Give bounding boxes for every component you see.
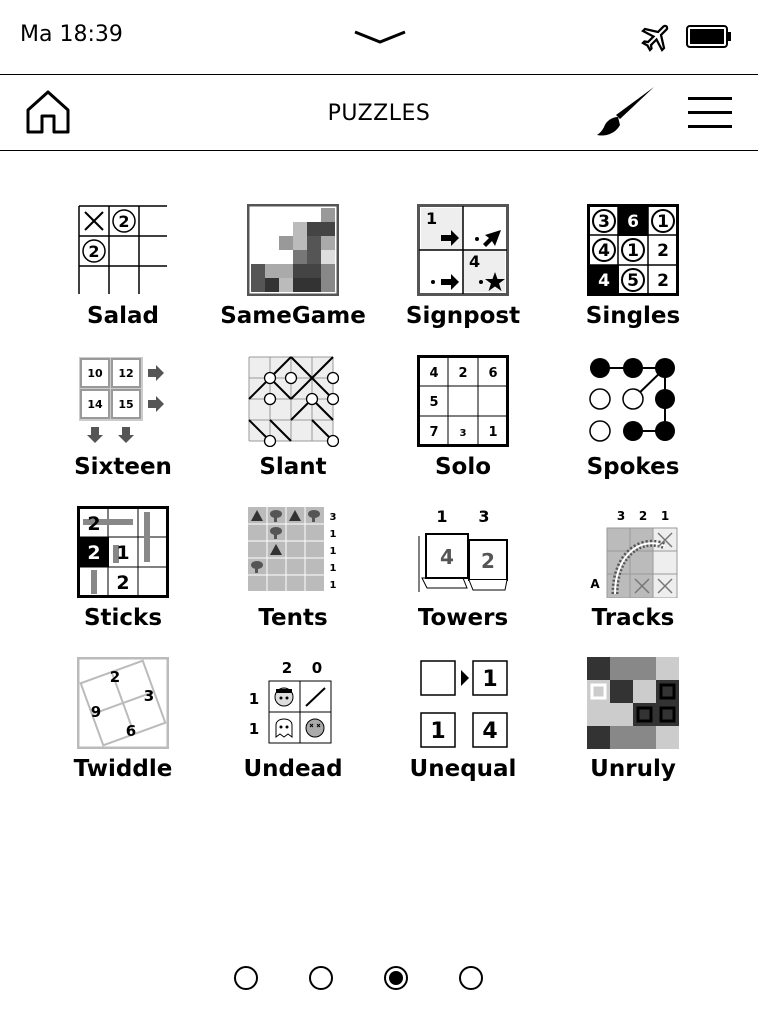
tracks-clue: 2 (638, 509, 648, 523)
towers-clue: 3 (478, 507, 490, 526)
puzzle-tile-twiddle[interactable] (38, 657, 208, 797)
puzzle-label: Twiddle (73, 756, 173, 782)
solo-thumbnail (417, 355, 509, 447)
puzzle-label: Sticks (83, 605, 163, 631)
tents-thumbnail (247, 506, 339, 598)
puzzle-tile-towers[interactable] (378, 506, 548, 646)
tents-clue: 1 (329, 529, 337, 540)
solo-cell: 2 (458, 366, 468, 381)
singles-cell: 6 (627, 212, 639, 232)
towers-clue: 1 (436, 507, 448, 526)
status-bar (0, 0, 758, 75)
samegame-thumbnail (247, 204, 339, 296)
puzzle-label: Unequal (409, 756, 517, 782)
towers-cell: 4 (440, 545, 454, 569)
page-dot-2[interactable] (309, 966, 333, 990)
puzzle-label: Solo (434, 454, 492, 480)
tents-clue: 1 (329, 546, 337, 557)
puzzle-label: Towers (417, 605, 509, 631)
twiddle-tile: 2 (109, 668, 121, 686)
undead-thumbnail (247, 657, 339, 749)
unequal-cell: 4 (482, 719, 498, 744)
undead-clue: 1 (248, 720, 260, 738)
puzzle-label: Salad (87, 303, 159, 329)
puzzle-tile-salad[interactable] (38, 204, 208, 344)
unruly-thumbnail (587, 657, 679, 749)
puzzle-tile-sixteen[interactable] (38, 355, 208, 495)
sticks-clue: 2 (87, 542, 101, 564)
singles-cell: 3 (598, 212, 610, 232)
puzzle-tile-undead[interactable] (208, 657, 378, 797)
puzzle-tile-tracks[interactable] (548, 506, 718, 646)
solo-cell: 1 (488, 425, 498, 440)
solo-cell: 7 (429, 425, 439, 440)
salad-clue: 2 (118, 212, 130, 231)
puzzle-tile-unequal[interactable] (378, 657, 548, 797)
undead-clue: 0 (311, 659, 323, 677)
sixteen-thumbnail (77, 355, 169, 447)
page-dot-1[interactable] (234, 966, 258, 990)
unequal-thumbnail (417, 657, 509, 749)
unequal-cell: 1 (430, 719, 446, 744)
solo-cell: 4 (429, 366, 439, 381)
sixteen-tile: 12 (118, 367, 134, 380)
solo-cell: 6 (488, 366, 498, 381)
twiddle-tile: 6 (125, 722, 137, 740)
puzzle-tile-unruly[interactable] (548, 657, 718, 797)
puzzle-tile-tents[interactable] (208, 506, 378, 646)
singles-cell: 4 (598, 271, 610, 291)
page-dot-3[interactable] (384, 966, 408, 990)
sticks-clue: 2 (116, 572, 130, 594)
airplane-mode-icon (640, 20, 674, 54)
puzzle-tile-solo[interactable] (378, 355, 548, 495)
signpost-number: 4 (469, 252, 481, 271)
singles-thumbnail (587, 204, 679, 296)
puzzle-label: Spokes (586, 454, 680, 480)
puzzle-tile-sticks[interactable] (38, 506, 208, 646)
puzzle-label: Slant (259, 454, 327, 480)
sixteen-tile: 14 (87, 398, 103, 411)
puzzle-tile-samegame[interactable] (208, 204, 378, 344)
tracks-clue: 3 (616, 509, 626, 523)
sticks-clue: 2 (87, 513, 101, 535)
puzzle-label: Tents (258, 605, 328, 631)
solo-cell: 3 (459, 428, 467, 439)
app-header (0, 75, 758, 151)
tents-clue: 1 (329, 580, 337, 591)
puzzle-label: Undead (243, 756, 343, 782)
chevron-down-icon[interactable] (353, 28, 407, 46)
salad-thumbnail (77, 204, 169, 296)
twiddle-tile: 3 (143, 687, 155, 705)
undead-clue: 2 (281, 659, 293, 677)
puzzle-tile-singles[interactable] (548, 204, 718, 344)
page-dot-4[interactable] (459, 966, 483, 990)
tracks-clue: A (590, 577, 600, 591)
clock: Ma 18:39 (20, 22, 123, 47)
singles-cell: 4 (598, 241, 610, 261)
solo-cell: 5 (429, 395, 439, 410)
tents-clue: 3 (329, 512, 337, 523)
twiddle-tile: 9 (90, 703, 102, 721)
brush-icon[interactable] (596, 85, 656, 139)
puzzle-label: Sixteen (74, 454, 172, 480)
puzzle-label: Signpost (405, 303, 521, 329)
battery-icon (686, 24, 732, 50)
towers-cell: 2 (481, 549, 495, 573)
puzzle-label: Unruly (590, 756, 676, 782)
signpost-number: 1 (426, 209, 438, 228)
puzzle-label: Tracks (591, 605, 675, 631)
sixteen-tile: 15 (118, 398, 134, 411)
tracks-clue: 1 (660, 509, 670, 523)
slant-thumbnail (247, 355, 339, 447)
tracks-thumbnail (587, 506, 679, 598)
singles-cell: 5 (627, 271, 639, 291)
puzzle-label: SameGame (220, 303, 366, 329)
page-title: PUZZLES (327, 101, 431, 126)
puzzle-tile-signpost[interactable] (378, 204, 548, 344)
menu-icon[interactable] (688, 95, 732, 129)
twiddle-thumbnail (77, 657, 169, 749)
tents-clue: 1 (329, 563, 337, 574)
towers-thumbnail (417, 506, 509, 598)
singles-cell: 2 (657, 271, 669, 291)
sixteen-tile: 10 (87, 367, 103, 380)
singles-cell: 1 (657, 212, 669, 232)
undead-clue: 1 (248, 690, 260, 708)
sticks-thumbnail (77, 506, 169, 598)
puzzle-label: Singles (585, 303, 681, 329)
spokes-thumbnail (587, 355, 679, 447)
puzzle-tile-spokes[interactable] (548, 355, 718, 495)
singles-cell: 1 (627, 241, 639, 261)
singles-cell: 2 (657, 241, 669, 261)
sticks-clue: 1 (116, 542, 130, 564)
puzzle-tile-slant[interactable] (208, 355, 378, 495)
unequal-cell: 1 (482, 667, 498, 692)
salad-clue: 2 (88, 242, 100, 261)
signpost-thumbnail (417, 204, 509, 296)
page-indicator (0, 966, 758, 996)
